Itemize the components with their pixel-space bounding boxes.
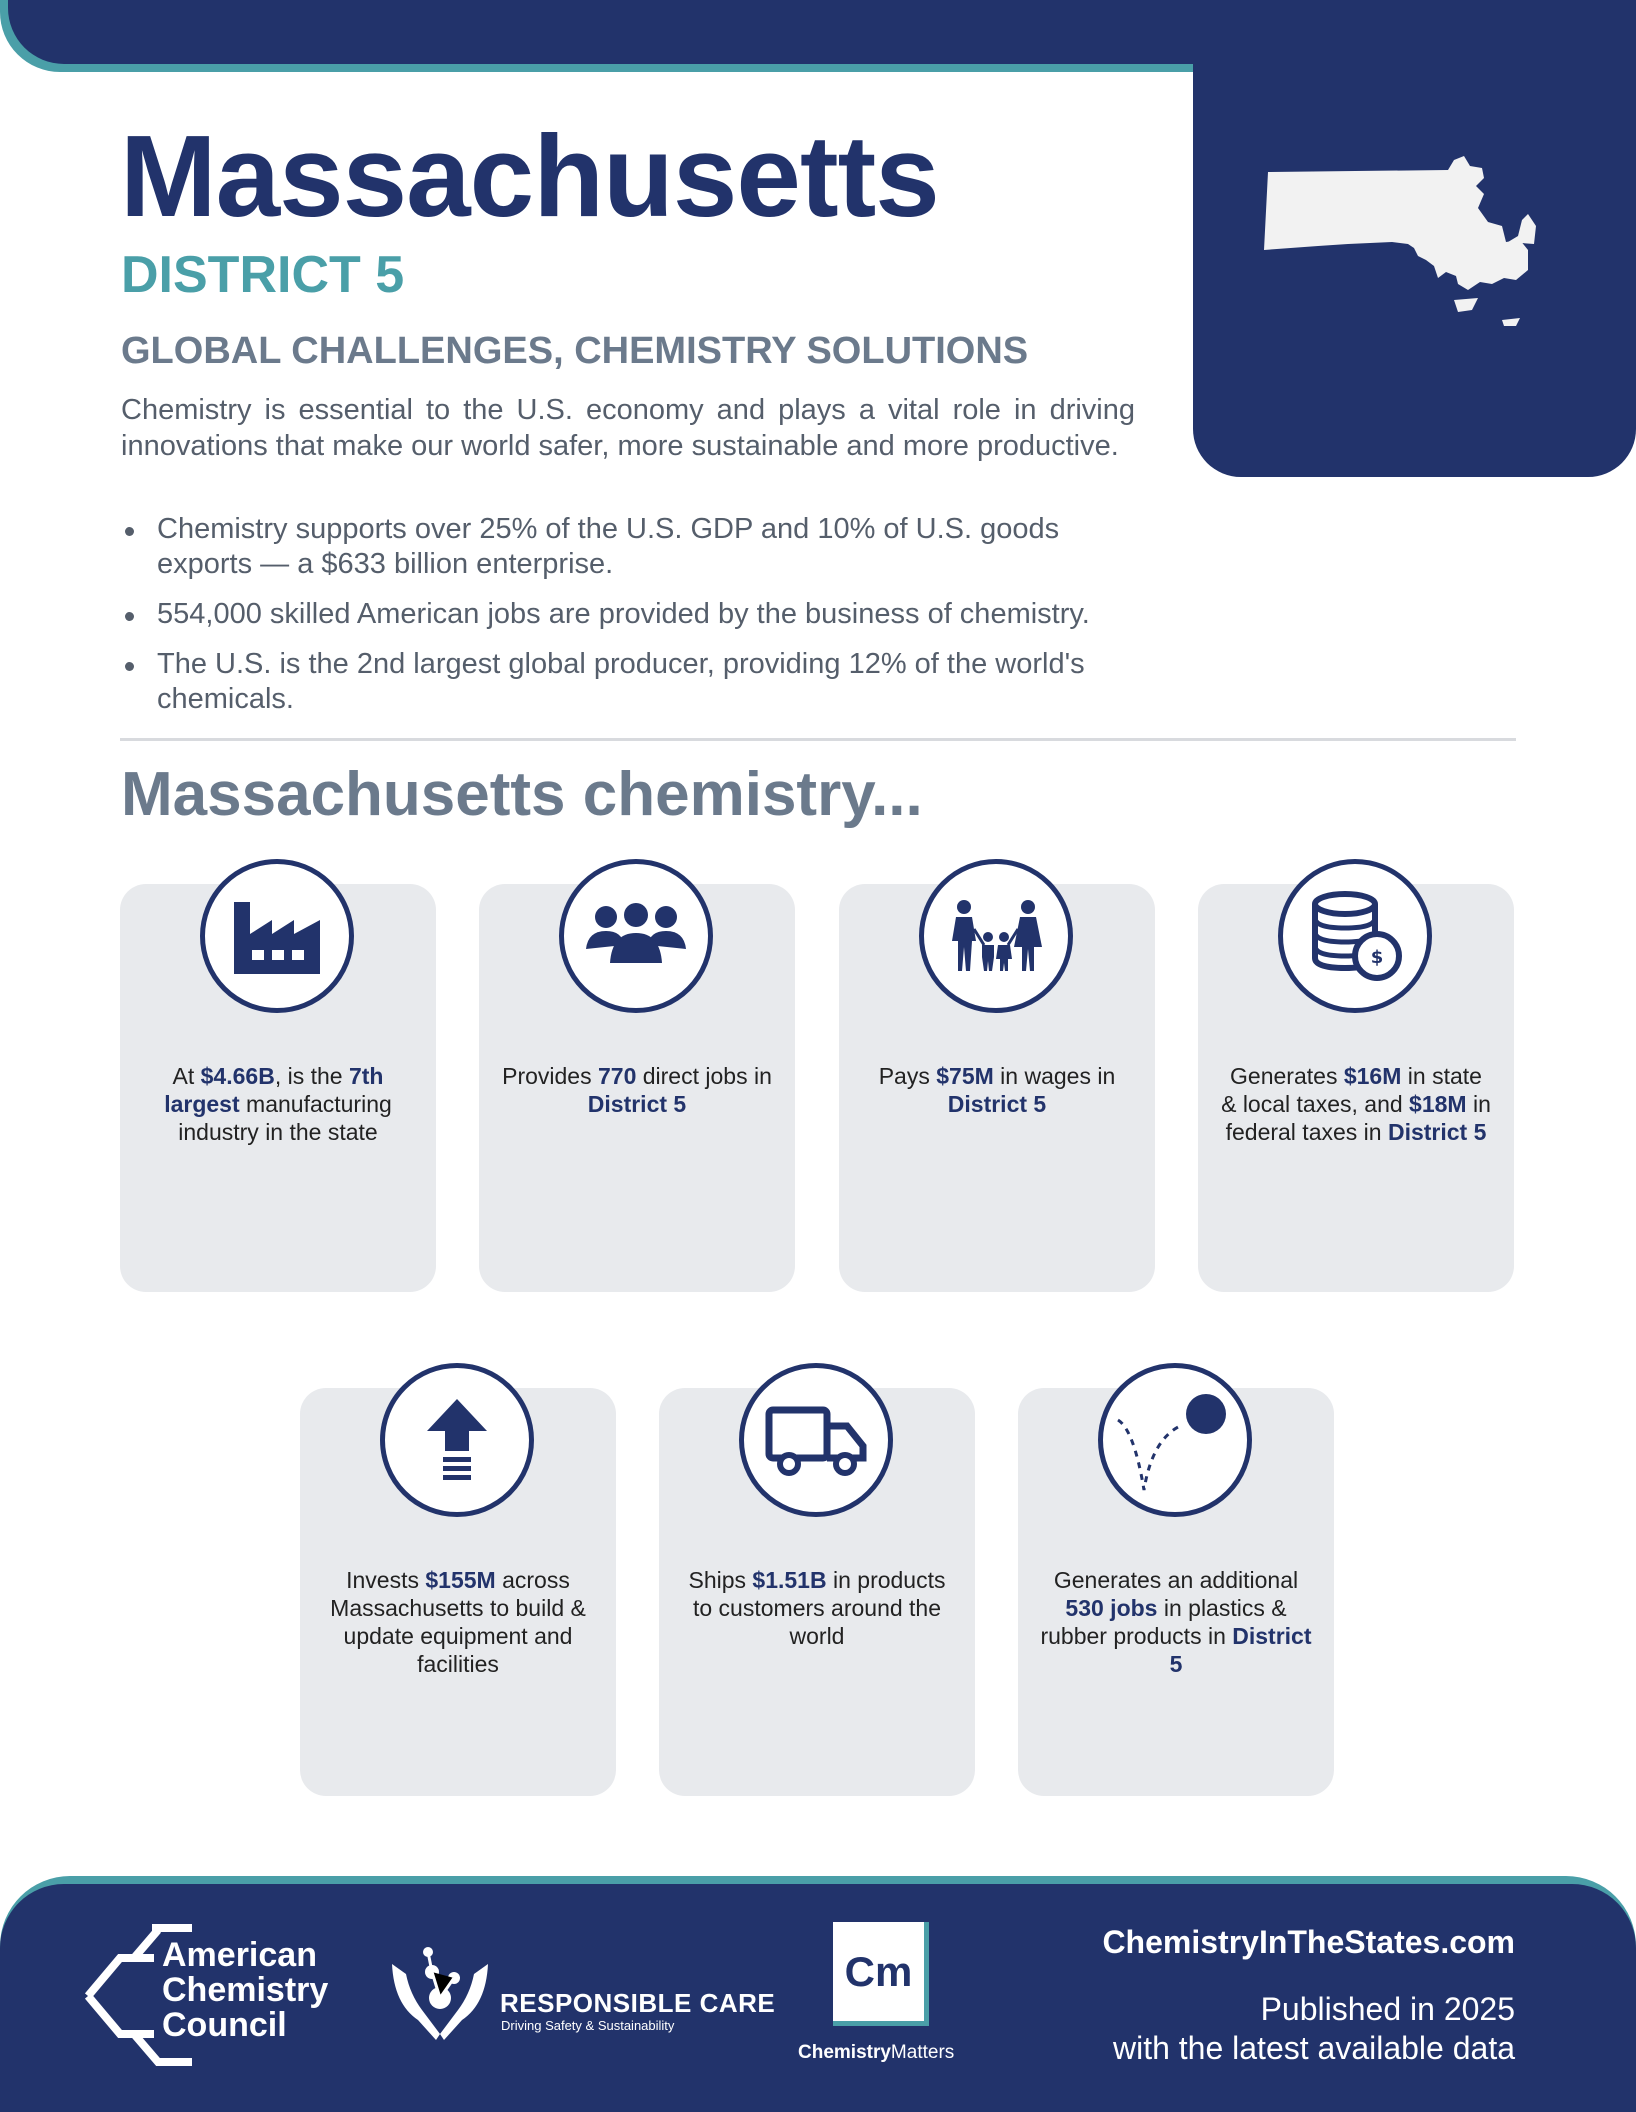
stat-card-shipments: [659, 1388, 975, 1796]
publication-note: [1113, 1990, 1515, 2068]
responsible-care-title: RESPONSIBLE CARE: [500, 1988, 776, 2018]
stat-text: Pays $75M in wages in District 5: [878, 1063, 1116, 1117]
family-icon: [948, 899, 1044, 973]
responsible-care-hands-icon: [388, 1944, 492, 2044]
icon-circle: [380, 1363, 534, 1517]
pub-line: Published in 2025: [1260, 1991, 1515, 2027]
stat-card-taxes: [1198, 884, 1514, 1292]
acc-wordmark: [162, 1938, 328, 2043]
section-title: Massachusetts chemistry...: [121, 760, 923, 829]
website-link[interactable]: ChemistryInTheStates.com: [1102, 1924, 1515, 1960]
stat-card-wages: [839, 884, 1155, 1292]
stat-card-investment: [300, 1388, 616, 1796]
bouncing-ball-icon: [1110, 1380, 1240, 1500]
massachusetts-map-icon: [1258, 150, 1568, 350]
icon-circle: [919, 859, 1073, 1013]
acc-line: American: [162, 1936, 317, 1974]
pub-line: with the latest available data: [1112, 2030, 1515, 2066]
stat-text: Ships $1.51B in products to customers around the world: [688, 1567, 946, 1649]
fact-item: The U.S. is the 2nd largest global producer, providing 12% of the world's chemicals.: [121, 647, 1141, 717]
cm-bold: Chemistry: [798, 2042, 891, 2063]
stat-card-plastics-jobs: [1018, 1388, 1334, 1796]
stat-text: Generates an additional 530 jobs in plastics & rubber products in District 5: [1040, 1567, 1312, 1677]
svg-text:$: $: [1370, 947, 1384, 968]
people-group-icon: [584, 901, 688, 971]
factory-icon: [230, 894, 324, 978]
coins-icon: [1305, 886, 1405, 986]
district-label: DISTRICT 5: [121, 246, 405, 304]
stat-text: Generates $16M in state & local taxes, and $18M in federal taxes in District 5: [1221, 1063, 1491, 1145]
icon-circle: [200, 859, 354, 1013]
up-arrow-icon: [425, 1397, 489, 1483]
stat-text: Invests $155M across Massachusetts to build & update equipment and facilities: [330, 1567, 586, 1677]
icon-circle: [1278, 859, 1432, 1013]
acc-line: Council: [162, 2006, 287, 2044]
stat-card-jobs: [479, 884, 795, 1292]
section-divider: [120, 738, 1516, 741]
icon-circle: [559, 859, 713, 1013]
delivery-truck-icon: [765, 1404, 867, 1476]
responsible-care-tagline: Driving Safety & Sustainability: [501, 2018, 675, 2033]
stat-text: Provides 770 direct jobs in District 5: [502, 1063, 772, 1117]
facts-list: [121, 512, 1141, 732]
chemistry-matters-label: [798, 2042, 954, 2064]
icon-circle: [1098, 1363, 1252, 1517]
intro-paragraph: Chemistry is essential to the U.S. economy and plays a vital role in driving innovations that make our world safer, more sustainable and more productive.: [121, 394, 1135, 462]
acc-line: Chemistry: [162, 1971, 329, 2009]
chemistry-matters-logo: Cm: [833, 1922, 929, 2026]
state-map-panel: [1193, 0, 1636, 477]
stat-card-manufacturing: [120, 884, 436, 1292]
fact-item: Chemistry supports over 25% of the U.S. GDP and 10% of U.S. goods exports — a $633 billion enterprise.: [121, 512, 1141, 582]
fact-item: 554,000 skilled American jobs are provided by the business of chemistry.: [121, 597, 1141, 632]
icon-circle: [739, 1363, 893, 1517]
subheading: GLOBAL CHALLENGES, CHEMISTRY SOLUTIONS: [121, 330, 1029, 372]
cm-rest: Matters: [890, 2042, 955, 2063]
page-title: Massachusetts: [120, 111, 939, 241]
stat-text: At $4.66B, is the 7th largest manufacturing industry in the state: [164, 1063, 392, 1145]
